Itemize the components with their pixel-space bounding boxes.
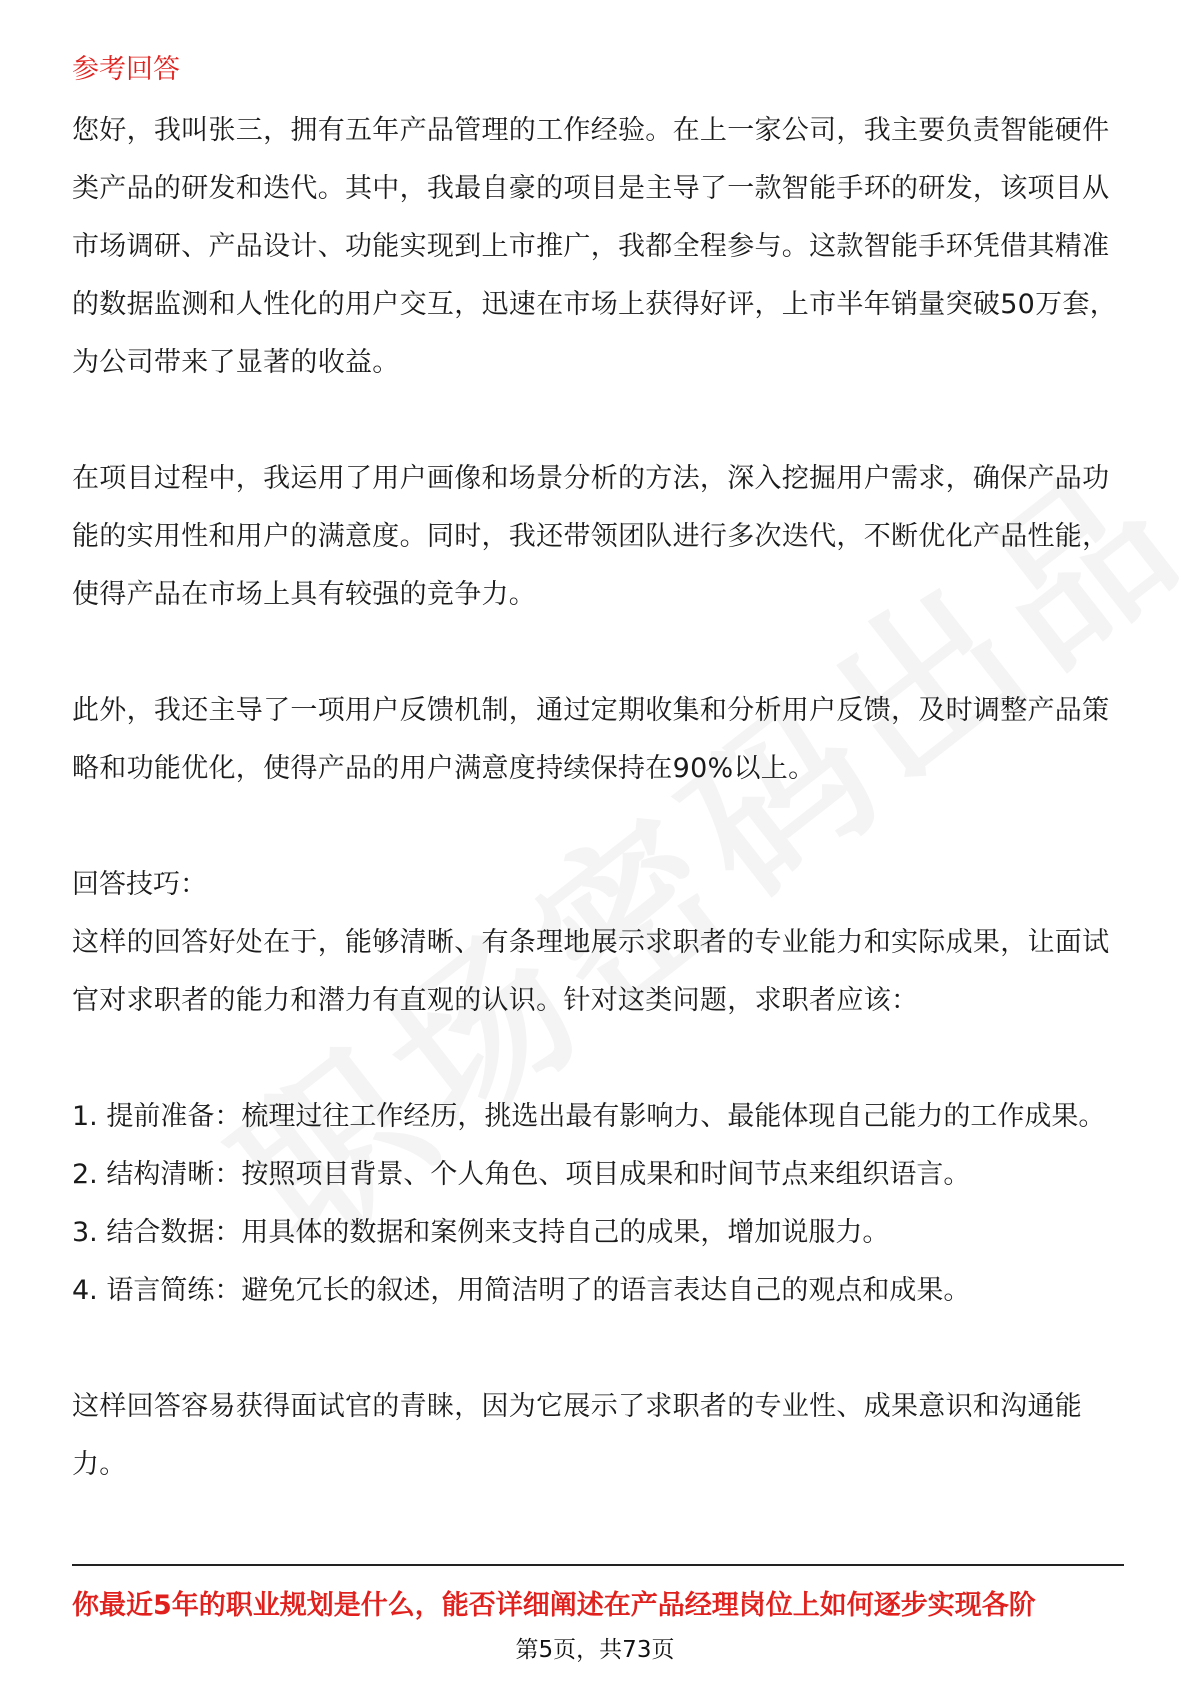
paragraph-gap	[72, 624, 1122, 682]
next-question-title: 你最近5年的职业规划是什么，能否详细阐述在产品经理岗位上如何逐步实现各阶	[72, 1590, 1036, 1621]
tip-item-2: 2. 结构清晰：按照项目背景、个人角色、项目成果和时间节点来组织语言。	[72, 1159, 971, 1190]
paragraph-gap	[72, 798, 1122, 856]
tips-conclusion: 这样回答容易获得面试官的青睐，因为它展示了求职者的专业性、成果意识和沟通能力。	[72, 1391, 1083, 1480]
tip-item-4: 4. 语言简练：避免冗长的叙述，用简洁明了的语言表达自己的观点和成果。	[72, 1275, 971, 1306]
paragraph-gap	[72, 1320, 1122, 1378]
tip-item-3: 3. 结合数据：用具体的数据和案例来支持自己的成果，增加说服力。	[72, 1217, 890, 1248]
paragraph-gap	[72, 1030, 1122, 1088]
answer-content	[72, 50, 1122, 1494]
tips-intro: 这样的回答好处在于，能够清晰、有条理地展示求职者的专业能力和实际成果，让面试官对求职者的能力和潜力有直观的认识。针对这类问题，求职者应该：	[72, 927, 1110, 1016]
paragraph-gap	[72, 392, 1122, 450]
answer-paragraph-2: 在项目过程中，我运用了用户画像和场景分析的方法，深入挖掘用户需求，确保产品功能的实用性和用户的满意度。同时，我还带领团队进行多次迭代，不断优化产品性能，使得产品在市场上具有较强的竞争力。	[72, 463, 1110, 610]
answer-paragraph-3: 此外，我还主导了一项用户反馈机制，通过定期收集和分析用户反馈，及时调整产品策略和功能优化，使得产品的用户满意度持续保持在90%以上。	[72, 695, 1110, 784]
answer-paragraph-1: 您好，我叫张三，拥有五年产品管理的工作经验。在上一家公司，我主要负责智能硬件类产品的研发和迭代。其中，我最自豪的项目是主导了一款智能手环的研发，该项目从市场调研、产品设计、功能实现到上市推广，我都全程参与。这款智能手环凭借其精准的数据监测和人性化的用户交互，迅速在市场上获得好评，上市半年销量突破50万套，为公司带来了显著的收益。	[72, 115, 1118, 378]
page-number: 第5页，共73页	[515, 1637, 675, 1663]
tip-item-1: 1. 提前准备：梳理过往工作经历，挑选出最有影响力、最能体现自己能力的工作成果。	[72, 1101, 1106, 1132]
section-divider	[72, 1564, 1124, 1566]
tips-label: 回答技巧：	[72, 869, 207, 900]
section-title: 参考回答	[72, 54, 180, 85]
